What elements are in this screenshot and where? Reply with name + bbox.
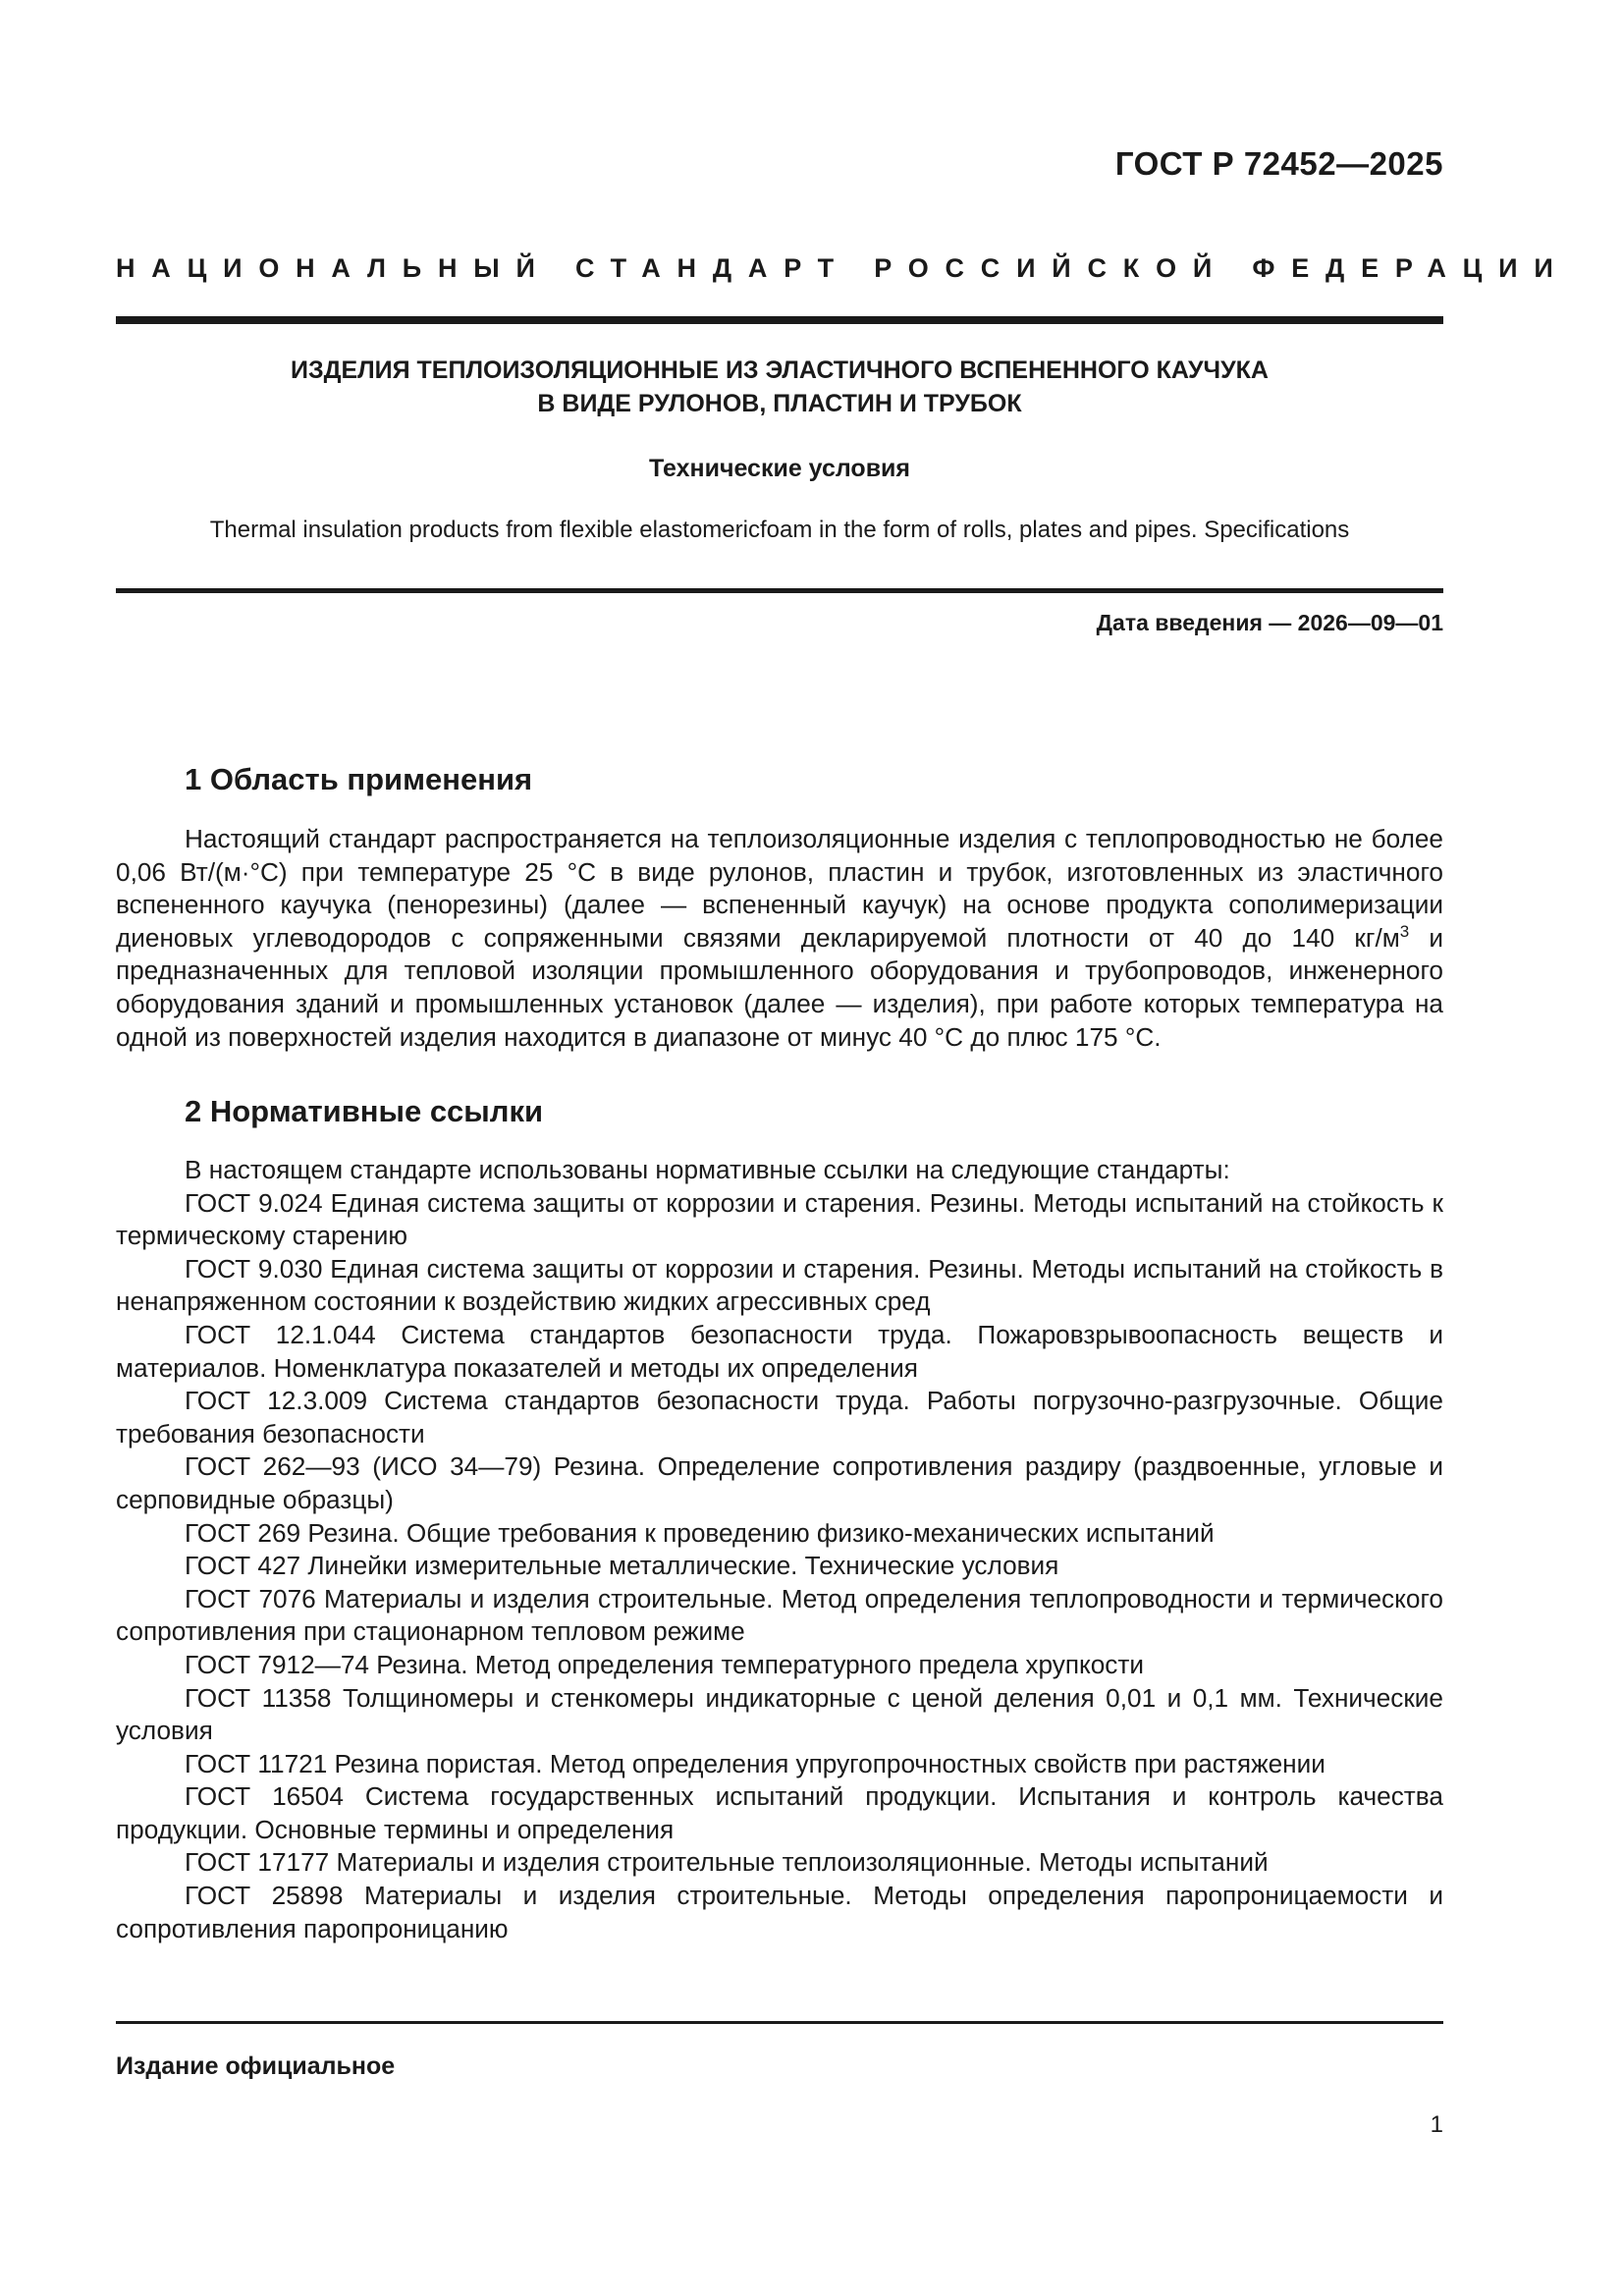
reference-paragraph: В настоящем стандарте использованы нормативные ссылки на следующие стандарты:	[185, 1155, 1230, 1184]
reference-paragraph: ГОСТ 9.030 Единая система защиты от коррозии и старения. Резины. Методы испытаний на стойкость в ненапряженном состоянии к воздействию жидких агрессивных сред	[116, 1253, 1443, 1317]
section-1-heading: 1 Область применения	[185, 762, 533, 796]
reference-paragraph: ГОСТ 12.1.044 Система стандартов безопасности труда. Пожаровзрывоопасность веществ и материалов. Номенклатура показателей и методы их определения	[116, 1319, 1443, 1383]
reference-paragraph: ГОСТ 262—93 (ИСО 34—79) Резина. Определение сопротивления раздиру (раздвоенные, угловые и серповидные образцы)	[116, 1451, 1443, 1514]
reference-paragraph: ГОСТ 17177 Материалы и изделия строительные теплоизоляционные. Методы испытаний	[185, 1847, 1269, 1878]
gost-number: ГОСТ Р 72452—2025	[1114, 145, 1443, 182]
introduction-date: Дата введения — 2026—09—01	[1096, 610, 1443, 635]
section-2-heading: 2 Нормативные ссылки	[185, 1094, 544, 1128]
reference-paragraph: ГОСТ 12.3.009 Система стандартов безопасности труда. Работы погрузочно-разгрузочные. Общие требования безопасности	[116, 1386, 1443, 1449]
section-1-body	[116, 823, 1443, 1054]
title-rule	[116, 588, 1443, 593]
reference-paragraph: ГОСТ 269 Резина. Общие требования к проведению физико-механических испытаний	[185, 1517, 1215, 1548]
superscript: 3	[1399, 921, 1410, 941]
official-edition-label: Издание официальное	[116, 2052, 396, 2080]
section-2-body	[116, 1154, 1443, 1945]
reference-paragraph: ГОСТ 11721 Резина пористая. Метод определения упругопрочностных свойств при растяжении	[185, 1748, 1325, 1778]
reference-paragraph: ГОСТ 9.024 Единая система защиты от коррозии и старения. Резины. Методы испытаний на стойкость к термическому старению	[116, 1187, 1443, 1251]
section-1-paragraph: Настоящий стандарт распространяется на теплоизоляционные изделия с теплопроводностью не более 0,06 Вт/(м·°С) при температуре 25 °С в виде рулонов, пластин и трубок, изготовленных из эластичного вспененного каучука (пенорезины) (далее — вспененный каучук) на основе продукта сополимеризации диеновых углеводородов с сопряженными связями декларируемой плотности от 40 до 140 $кг/м^3$ и предназначенных для тепловой изоляции промышленного оборудования и трубопроводов, инженерного оборудования зданий и промышленных установок (далее — изделия), при работе которых температура на одной из поверхностей изделия находится в диапазоне от минус 40 °С до плюс 175 °С.	[116, 824, 1443, 1052]
reference-paragraph: ГОСТ 7076 Материалы и изделия строительные. Метод определения теплопроводности и термического сопротивления при стационарном тепловом режиме	[116, 1583, 1443, 1647]
page-number: 1	[1430, 2111, 1443, 2138]
reference-paragraph: ГОСТ 11358 Толщиномеры и стенкомеры индикаторные с ценой деления 0,01 и 0,1 мм. Технические условия	[116, 1682, 1443, 1746]
document-title	[116, 354, 1443, 420]
reference-paragraph: ГОСТ 427 Линейки измерительные металлические. Технические условия	[185, 1551, 1059, 1581]
reference-paragraph: ГОСТ 25898 Материалы и изделия строительные. Методы определения паропроницаемости и сопротивления паропроницанию	[116, 1881, 1443, 1943]
header-rule	[116, 316, 1443, 324]
national-standard-banner: НАЦИОНАЛЬНЫЙ СТАНДАРТ РОССИЙСКОЙ ФЕДЕРАЦИИ	[116, 253, 1570, 283]
english-title: Thermal insulation products from flexible elastomericfoam in the form of rolls, plates and pipes. Specifications	[209, 517, 1350, 543]
reference-paragraph: ГОСТ 16504 Система государственных испытаний продукции. Испытания и контроль качества продукции. Основные термины и определения	[116, 1781, 1443, 1844]
title-line-1: ИЗДЕЛИЯ ТЕПЛОИЗОЛЯЦИОННЫЕ ИЗ ЭЛАСТИЧНОГО ВСПЕНЕННОГО КАУЧУКА	[291, 356, 1269, 384]
reference-paragraph: ГОСТ 7912—74 Резина. Метод определения температурного предела хрупкости	[185, 1649, 1145, 1679]
document-subtitle: Технические условия	[648, 455, 911, 482]
title-line-2: В ВИДЕ РУЛОНОВ, ПЛАСТИН И ТРУБОК	[537, 390, 1022, 417]
footer-rule	[116, 2021, 1443, 2024]
